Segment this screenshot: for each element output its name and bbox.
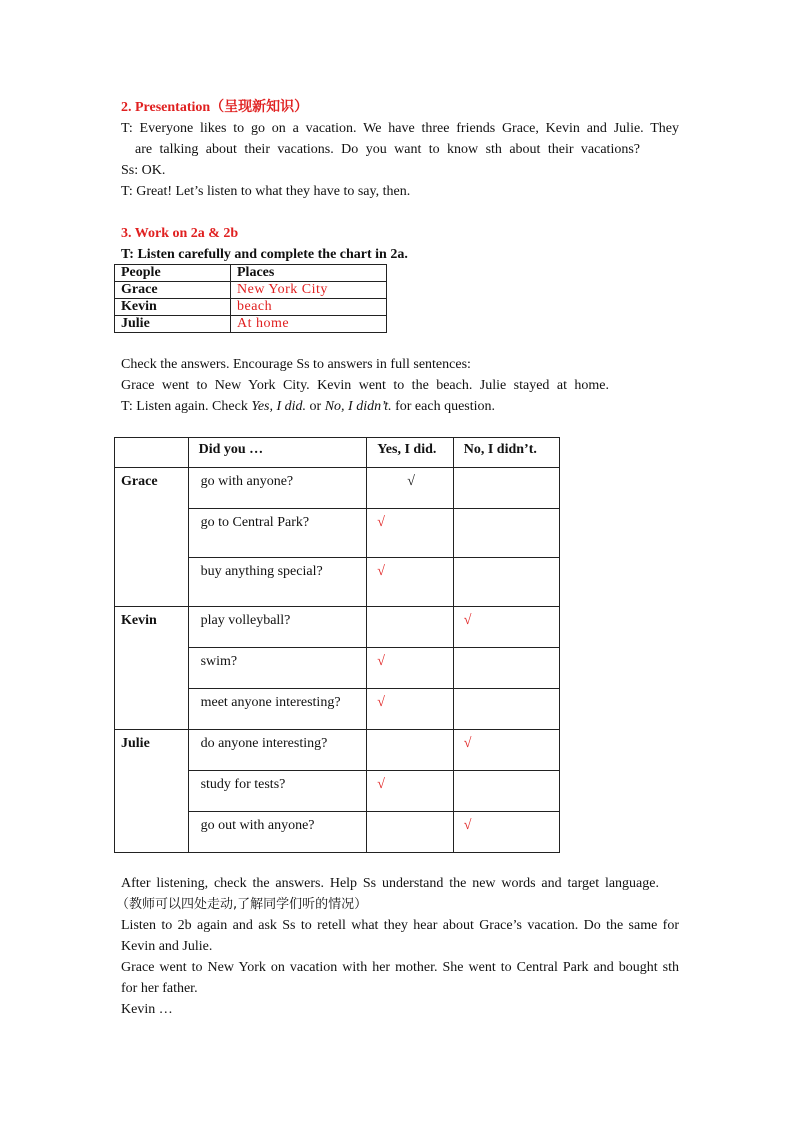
table-row [115,282,387,299]
yes-cell [367,468,453,509]
question-text: buy anything special? [200,564,323,579]
did-you-header-row [115,438,560,468]
chart-instruction-period: . [404,247,408,262]
places-table-header [115,265,387,282]
grace-name-cell [115,468,189,607]
yes-option-text: Yes, I did. [251,399,307,414]
table-row [115,316,387,333]
person-name: Julie [115,316,231,333]
place-answer: New York City [231,282,387,299]
check-answers-line: Check the answers. Encourage Ss to answers in full sentences: [121,357,471,372]
listen-again-line [121,398,495,416]
kevin-continuation: Kevin … [121,1002,173,1017]
yes-cell [367,689,453,730]
check-mark [367,812,452,818]
did-you-table [114,437,560,853]
after-listening-line: After listening, check the answers. Help Ss understand the new words and target language. [121,876,659,891]
check-mark [454,648,559,654]
chart-instruction [121,246,408,264]
check-mark: √ [377,777,385,792]
section-2-heading: 2. Presentation（呈现新知识） [121,100,309,115]
table-row [115,299,387,316]
no-header: No, I didn’t. [463,442,537,457]
check-mark: √ [407,474,415,489]
yes-cell [367,648,453,689]
for-each-question-text: for each question. [391,399,496,414]
question-text: meet anyone interesting? [200,695,341,710]
places-table [114,264,387,333]
yes-header-cell [367,438,453,468]
check-mark: √ [377,564,385,579]
places-header: Places [231,265,387,282]
check-mark [454,509,559,515]
person-name: Kevin [115,299,231,316]
table-row [115,607,560,648]
check-mark [367,730,452,736]
or-text: or [306,399,325,414]
question-cell [188,812,367,853]
no-cell [453,689,559,730]
no-cell [453,812,559,853]
question-text: go out with anyone? [200,818,315,833]
example-line-1: Grace went to New York on vacation with her mother. She went to Central Park and bought sth [121,960,679,975]
teacher-response: T: Great! Let’s listen to what they have to say, then. [121,184,411,199]
question-cell [188,648,367,689]
check-mark: √ [377,695,385,710]
place-answer: beach [231,299,387,316]
no-cell [453,730,559,771]
person-name: Grace [121,474,158,489]
yes-cell [367,558,453,607]
question-cell [188,771,367,812]
no-cell [453,509,559,558]
question-cell [188,558,367,607]
yes-cell [367,607,453,648]
check-mark [454,689,559,695]
check-mark: √ [377,515,385,530]
retell-line-1: Listen to 2b again and ask Ss to retell what they hear about Grace’s vacation. Do the same for [121,918,679,933]
question-text: study for tests? [200,777,286,792]
yes-cell [367,812,453,853]
question-cell [188,730,367,771]
person-name: Julie [121,736,150,751]
section-3-heading: 3. Work on 2a & 2b [121,226,239,241]
person-name: Grace [115,282,231,299]
check-mark [367,607,452,613]
question-text: swim? [200,654,238,669]
table-row [115,730,560,771]
no-cell [453,468,559,509]
yes-cell [367,509,453,558]
question-text: play volleyball? [200,613,291,628]
people-header: People [115,265,231,282]
kevin-name-cell [115,607,189,730]
no-cell [453,607,559,648]
chart-instruction-text: T: Listen carefully and complete the chart in 2a [121,247,405,262]
no-cell [453,558,559,607]
question-text: do anyone interesting? [200,736,328,751]
question-cell [188,509,367,558]
check-mark: √ [463,613,472,628]
did-you-header-cell [188,438,367,468]
presentation-line-1: T: Everyone likes to go on a vacation. We have three friends Grace, Kevin and Julie. They [121,121,679,136]
listen-again-text: T: Listen again. Check [121,399,252,414]
place-answer: At home [231,316,387,333]
students-response: Ss: OK. [121,163,166,178]
question-text: go to Central Park? [200,515,310,530]
table-row [115,468,560,509]
no-header-cell [453,438,559,468]
question-cell [188,468,367,509]
check-mark: √ [463,818,472,833]
check-mark [454,558,559,564]
check-mark [454,771,559,777]
person-name: Kevin [121,613,157,628]
check-mark: √ [377,654,385,669]
answers-sentence-line: Grace went to New York City. Kevin went to the beach. Julie stayed at home. [121,378,609,393]
did-you-header: Did you … [198,442,264,457]
question-text: go with anyone? [200,474,294,489]
no-option-text: No, I didn’t. [324,399,392,414]
yes-cell [367,730,453,771]
presentation-line-2: are talking about their vacations. Do you want to know sth about their vacations? [135,142,640,157]
teacher-note-chinese: （教师可以四处走动,了解同学们听的情况） [116,897,368,912]
blank-header-cell [115,438,189,468]
yes-cell [367,771,453,812]
no-cell [453,771,559,812]
retell-line-2: Kevin and Julie. [121,939,213,954]
yes-header: Yes, I did. [377,442,437,457]
check-mark: √ [463,736,472,751]
no-cell [453,648,559,689]
example-line-2: for her father. [121,981,198,996]
julie-name-cell [115,730,189,853]
question-cell [188,689,367,730]
check-mark [454,468,559,474]
question-cell [188,607,367,648]
